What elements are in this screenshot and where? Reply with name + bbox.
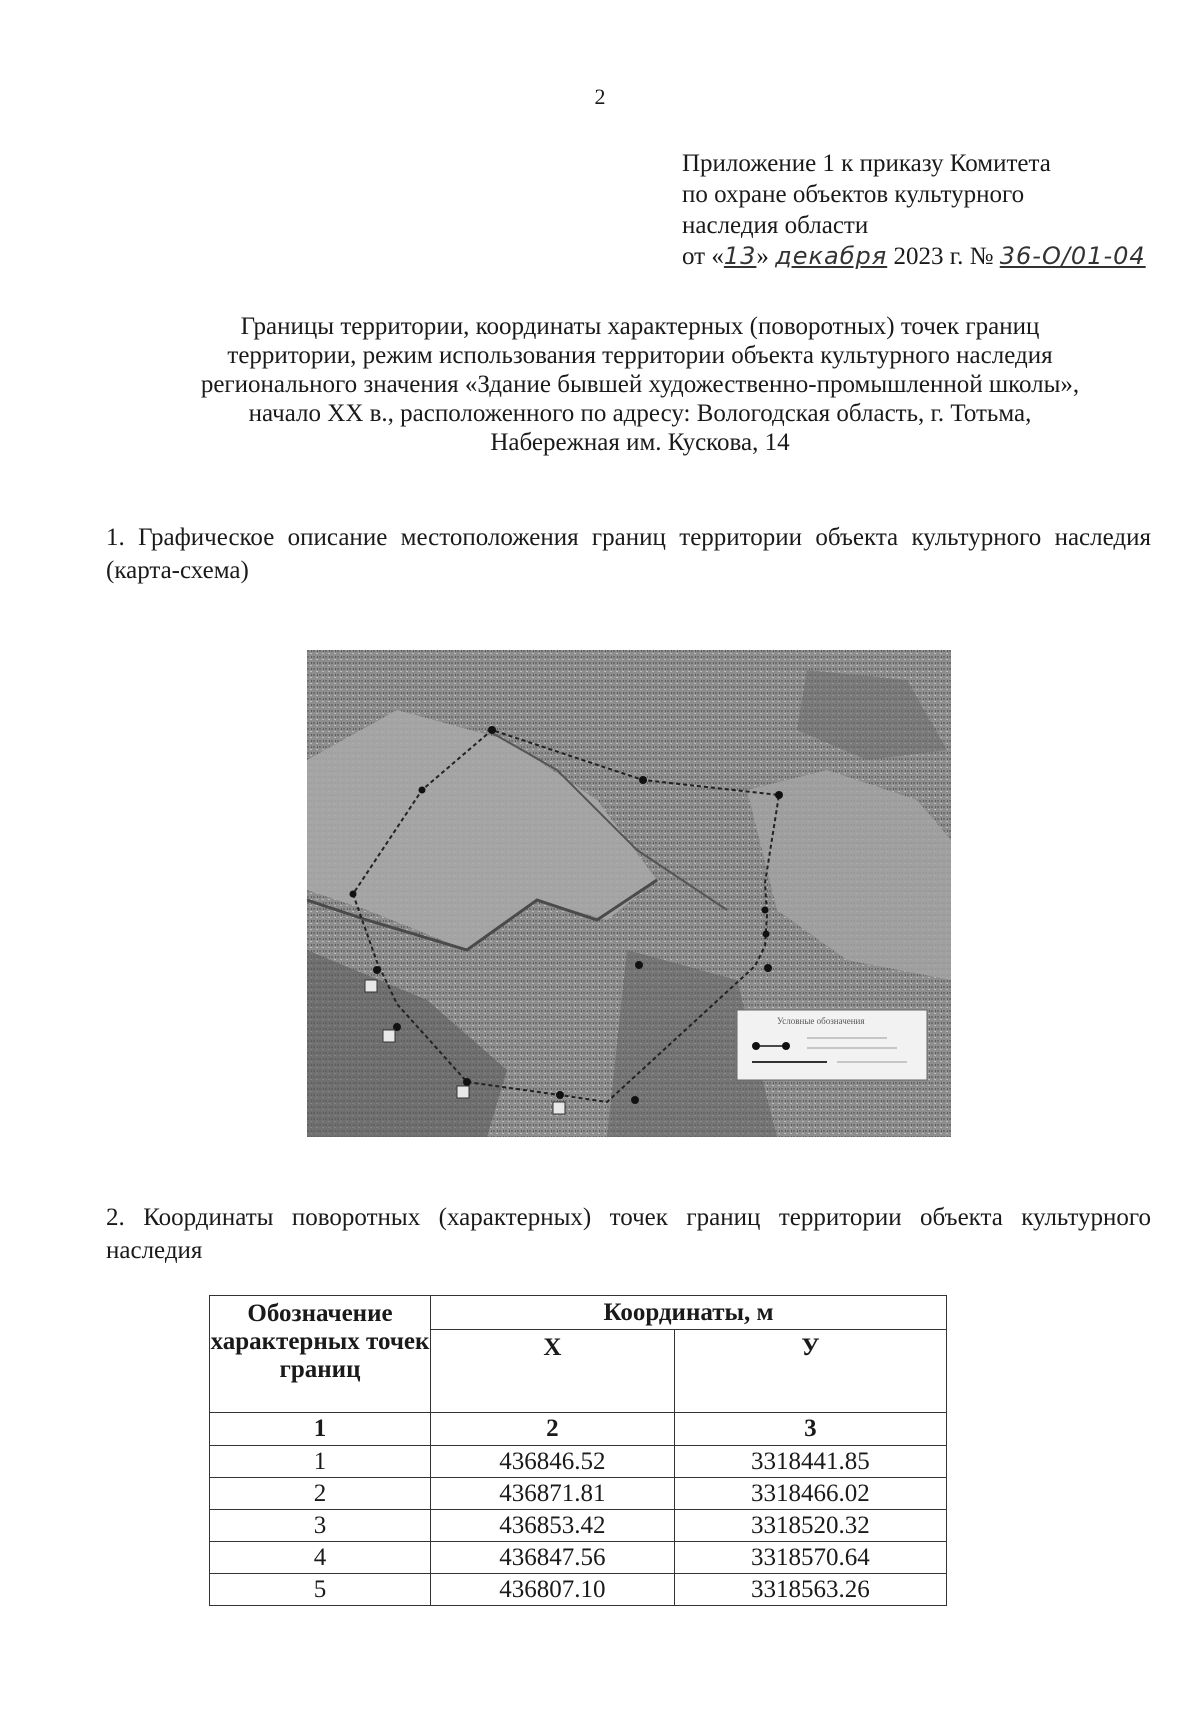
point-label-marker (457, 1086, 469, 1098)
boundary-point (350, 891, 357, 898)
table-row (210, 1478, 947, 1510)
boundary-point (635, 961, 643, 969)
title-line: Границы территории, координаты характерных (поворотных) точек границ (240, 313, 1040, 340)
map-legend (737, 1010, 927, 1080)
site-map (307, 650, 951, 1137)
date-year: 2023 г. № (887, 243, 1000, 270)
boundary-point (762, 907, 769, 914)
appendix-line: по охране объектов культурного (682, 181, 1025, 208)
x-value: 436853.42 (431, 1510, 675, 1542)
appendix-line: Приложение 1 к приказу Комитета (682, 150, 1051, 177)
column-number: 3 (674, 1413, 946, 1446)
column-number: 2 (431, 1413, 675, 1446)
table-row (210, 1510, 947, 1542)
table-row (210, 1574, 947, 1606)
y-value: 3318570.64 (674, 1542, 946, 1574)
title-line: Набережная им. Кускова, 14 (490, 429, 790, 456)
boundary-point (373, 966, 381, 974)
column-number: 1 (210, 1413, 431, 1446)
point-id: 1 (210, 1446, 431, 1478)
table-row (210, 1542, 947, 1574)
point-id: 4 (210, 1542, 431, 1574)
map-graphic (307, 650, 951, 1137)
document-title (80, 312, 1200, 457)
x-value: 436847.56 (431, 1542, 675, 1574)
appendix-header (682, 148, 1146, 272)
point-id: 2 (210, 1478, 431, 1510)
point-id: 5 (210, 1574, 431, 1606)
header-designation: Обозначение характерных точек границ (210, 1296, 431, 1413)
header-x: Х (431, 1330, 675, 1413)
boundary-point (775, 791, 783, 799)
header-coordinates: Координаты, м (431, 1296, 947, 1330)
title-line: начало XX в., расположенного по адресу: Вологодская область, г. Тотьма, (248, 400, 1032, 427)
title-line: территории, режим использования территории объекта культурного наследия (227, 342, 1053, 369)
boundary-point (488, 726, 496, 734)
y-value: 3318563.26 (674, 1574, 946, 1606)
coordinates-table-wrapper (209, 1295, 947, 1606)
point-label-marker (383, 1030, 395, 1042)
boundary-point (463, 1078, 471, 1086)
date-month: декабря (775, 242, 888, 270)
legend-title: Условные обозначения (777, 1016, 865, 1026)
section-1-heading: 1. Графическое описание местоположения границ территории объекта культурного наследия (карта-схема) (106, 524, 1151, 584)
y-value: 3318466.02 (674, 1478, 946, 1510)
date-day: 13 (723, 242, 757, 270)
date-mid: » (756, 243, 776, 270)
boundary-point (556, 1091, 564, 1099)
appendix-date-line (682, 241, 1146, 272)
coordinates-table (209, 1295, 947, 1606)
page-number: 2 (594, 84, 606, 109)
x-value: 436846.52 (431, 1446, 675, 1478)
boundary-point (763, 931, 770, 938)
point-label-marker (553, 1102, 565, 1114)
y-value: 3318520.32 (674, 1510, 946, 1542)
y-value: 3318441.85 (674, 1446, 946, 1478)
x-value: 436807.10 (431, 1574, 675, 1606)
date-prefix: от « (682, 243, 724, 270)
table-row (210, 1446, 947, 1478)
point-label-marker (365, 980, 377, 992)
point-id: 3 (210, 1510, 431, 1542)
boundary-point (639, 776, 647, 784)
title-line: регионального значения «Здание бывшей художественно-промышленной школы», (200, 371, 1080, 398)
section-2-heading: 2. Координаты поворотных (характерных) точек границ территории объекта культурного наследия (106, 1204, 1151, 1264)
order-number: 36-О/01-04 (999, 242, 1146, 270)
boundary-point (631, 1096, 639, 1104)
header-y: У (674, 1330, 946, 1413)
boundary-point (419, 787, 426, 794)
boundary-point (764, 964, 772, 972)
x-value: 436871.81 (431, 1478, 675, 1510)
appendix-line: наследия области (682, 212, 869, 239)
